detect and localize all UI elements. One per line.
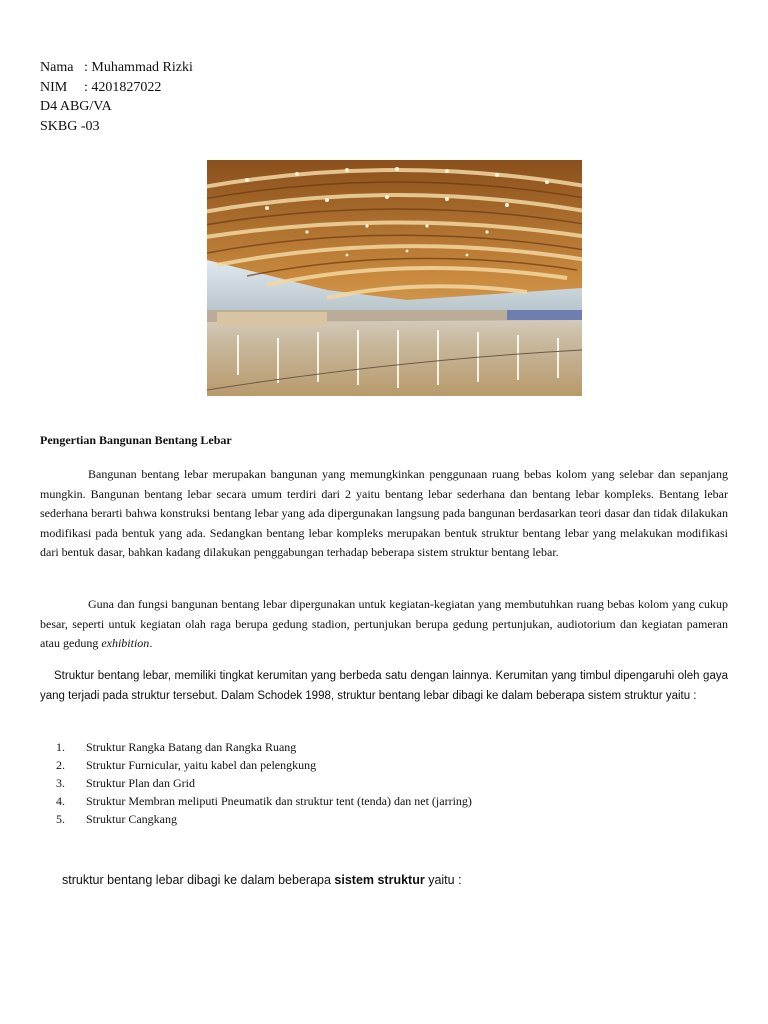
list-number: 3. (56, 776, 65, 790)
nim-row (40, 78, 193, 98)
paragraph-definition: Bangunan bentang lebar merupakan bangunan yang memungkinkan penggunaan ruang bebas kolom yang selebar dan sepanjang mungkin. Bangunan bentang lebar secara umum terdiri dari 2 yaitu bentang lebar sederhana dan bentang lebar kompleks. Bentang lebar sederhana berarti bahwa konstruksi bentang lebar yang ada dipergunakan langsung pada bangunan berdasarkan teori dasar dan tidak dilakukan modifikasi pada bentuk yang ada. Sedangkan bentang lebar kompleks merupakan bentuk struktur bentang lebar yang melakukan modifikasi dari bentuk dasar, bahkan kadang dilakukan penggabungan terhadap beberapa sistem struktur bentang lebar. (40, 467, 728, 559)
wide-span-building-photo (207, 160, 582, 396)
list-text: Struktur Cangkang (86, 812, 177, 826)
nim-label: NIM (40, 79, 68, 95)
paragraph-function-italic: exhibition (101, 636, 150, 650)
list-number: 1. (56, 740, 65, 754)
list-number: 4. (56, 794, 65, 808)
paragraph-function-text: Guna dan fungsi bangunan bentang lebar dipergunakan untuk kegiatan-kegiatan yang membutuhkan ruang bebas kolom yang cukup besar, seperti untuk kegiatan olah raga berupa gedung stadion, pertunjukan berupa gedung pertunjukan, audiotorium dan kegiatan pameran atau gedung (40, 597, 728, 650)
list-text: Struktur Furnicular, yaitu kabel dan pelengkung (86, 758, 317, 772)
closing-text-before: struktur bentang lebar dibagi ke dalam beberapa (62, 873, 335, 887)
closing-text-after: yaitu : (424, 873, 462, 887)
paragraph-function-end: . (149, 636, 153, 650)
closing-text-bold: sistem struktur (334, 873, 425, 887)
structure-system-list (56, 738, 472, 828)
list-text: Struktur Rangka Batang dan Rangka Ruang (86, 740, 297, 754)
nim-value: : 4201827022 (84, 79, 162, 95)
name-row (40, 58, 193, 78)
list-item (56, 738, 472, 756)
list-item (56, 774, 472, 792)
course-line: SKBG -03 (40, 118, 100, 134)
list-number: 5. (56, 812, 65, 826)
list-item (56, 810, 472, 828)
list-text: Struktur Plan dan Grid (86, 776, 195, 790)
closing-line (62, 873, 462, 887)
class-line: D4 ABG/VA (40, 99, 112, 114)
list-text: Struktur Membran meliputi Pneumatik dan struktur tent (tenda) dan net (jarring) (86, 794, 472, 808)
section-title: Pengertian Bangunan Bentang Lebar (40, 433, 232, 447)
paragraph-structure: Struktur bentang lebar, memiliki tingkat kerumitan yang berbeda satu dengan lainnya. Kerumitan yang timbul dipengaruhi oleh gaya yang terjadi pada struktur tersebut. Dalam Schodek 1998, struktur bentang lebar dibagi ke dalam beberapa sistem struktur yaitu : (40, 670, 728, 702)
list-number: 2. (56, 758, 65, 772)
list-item (56, 756, 472, 774)
name-value: : Muhammad Rizki (84, 60, 193, 75)
name-label: Nama (40, 60, 74, 75)
list-item (56, 792, 472, 810)
paragraph-function (40, 595, 728, 654)
student-info (40, 58, 193, 136)
